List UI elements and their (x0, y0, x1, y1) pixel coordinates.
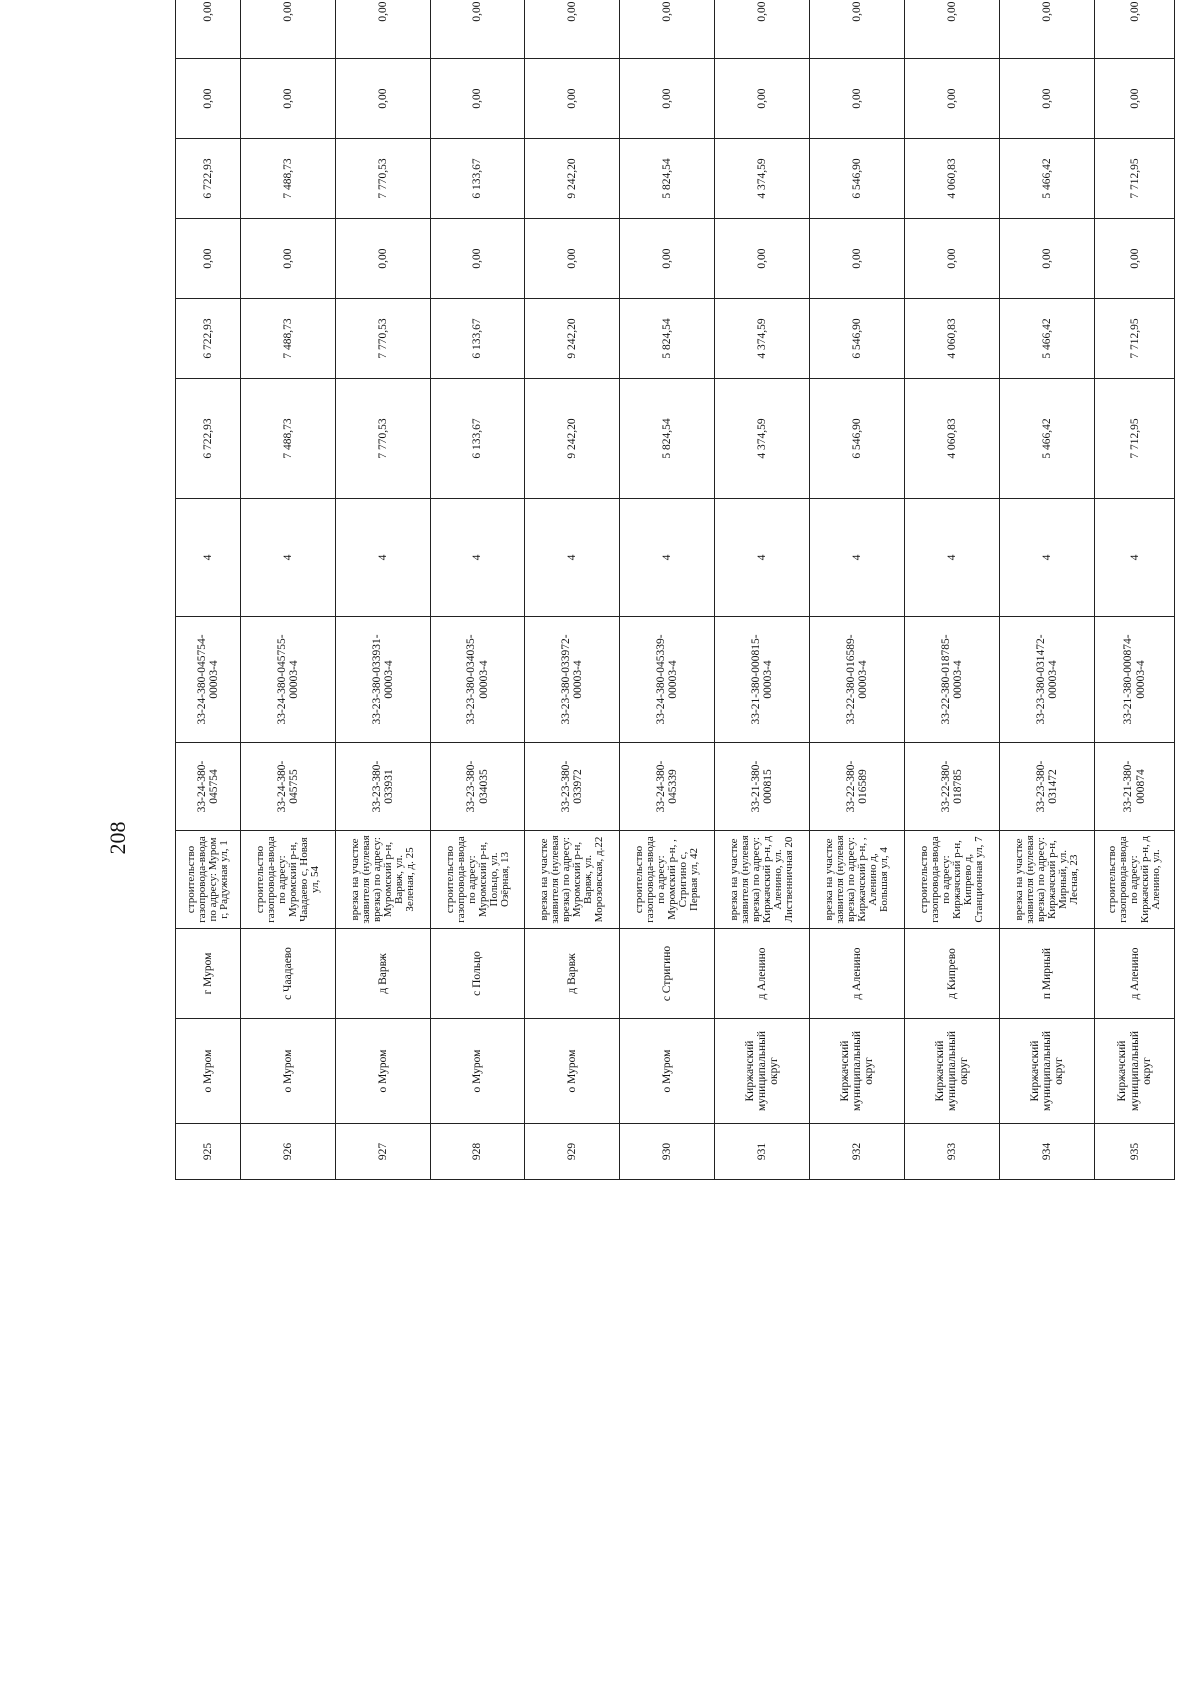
cell-code: 33-23-380-033972 (525, 743, 620, 831)
cell-value-2: 0,00 (620, 219, 715, 299)
page-number: 208 (105, 821, 130, 855)
cell-description: врезка на участке заявителя (нулевая врезка) по адресу: Киржачский р-н, д Аленино, ул. Лиственничная 20 (715, 831, 810, 929)
cell-value-5: 0,00 (430, 0, 525, 59)
cell-okrug: о Муром (240, 1019, 335, 1124)
cell-full-code: 33-23-380-034035-00003-4 (430, 617, 525, 743)
cell-category: 4 (620, 499, 715, 617)
cell-full-code: 33-23-380-033972-00003-4 (525, 617, 620, 743)
cell-full-code: 33-21-380-000874-00003-4 (1095, 617, 1175, 743)
cell-total: 6 546,90 (810, 379, 905, 499)
cell-value-2: 0,00 (905, 219, 1000, 299)
cell-code: 33-23-380-031472 (1000, 743, 1095, 831)
cell-total: 5 466,42 (1000, 379, 1095, 499)
cell-num: 929 (525, 1124, 620, 1180)
cell-settlement: д Варвж (525, 929, 620, 1019)
cell-settlement: с Чаадаево (240, 929, 335, 1019)
cell-value-5: 0,00 (620, 0, 715, 59)
cell-category: 4 (715, 499, 810, 617)
cell-value-5: 0,00 (1095, 0, 1175, 59)
table-row (715, 0, 810, 1180)
cell-value-2: 0,00 (1095, 219, 1175, 299)
cell-value-1: 4 374,59 (715, 299, 810, 379)
table-row (335, 0, 430, 1180)
cell-description: врезка на участке заявителя (нулевая врезка) по адресу: Муромский р-н, Варвж, ул. Морозовская, д.22 (525, 831, 620, 929)
cell-value-1: 5 466,42 (1000, 299, 1095, 379)
cell-full-code: 33-24-380-045339-00003-4 (620, 617, 715, 743)
cell-code: 33-22-380-018785 (905, 743, 1000, 831)
cell-category: 4 (176, 499, 241, 617)
cell-value-1: 7 712,95 (1095, 299, 1175, 379)
rotated-table-container (175, 1, 1175, 1180)
cell-value-4: 0,00 (810, 59, 905, 139)
cell-category: 4 (905, 499, 1000, 617)
cell-total: 9 242,20 (525, 379, 620, 499)
cell-num: 928 (430, 1124, 525, 1180)
cell-code: 33-21-380-000815 (715, 743, 810, 831)
cell-description: строительство газопровода-ввода по адресу: Муром г, Радужная ул, 1 (176, 831, 241, 929)
cell-value-1: 6 133,67 (430, 299, 525, 379)
table-row (525, 0, 620, 1180)
cell-okrug: о Муром (430, 1019, 525, 1124)
cell-full-code: 33-22-380-018785-00003-4 (905, 617, 1000, 743)
cell-settlement: д Аленино (1095, 929, 1175, 1019)
cell-code: 33-24-380-045339 (620, 743, 715, 831)
cell-settlement: г Муром (176, 929, 241, 1019)
cell-okrug: Киржачский муниципальный округ (1095, 1019, 1175, 1124)
cell-value-3: 7 488,73 (240, 139, 335, 219)
cell-value-5: 0,00 (176, 0, 241, 59)
cell-value-1: 4 060,83 (905, 299, 1000, 379)
cell-value-4: 0,00 (335, 59, 430, 139)
cell-value-3: 7 712,95 (1095, 139, 1175, 219)
cell-value-4: 0,00 (1095, 59, 1175, 139)
cell-description: врезка на участке заявителя (нулевая врезка) по адресу: Киржачский р-н, Мирный, ул. Лесная, 23 (1000, 831, 1095, 929)
cell-category: 4 (525, 499, 620, 617)
cell-value-1: 7 770,53 (335, 299, 430, 379)
cell-value-1: 5 824,54 (620, 299, 715, 379)
cell-category: 4 (1095, 499, 1175, 617)
cell-settlement: д Аленино (810, 929, 905, 1019)
cell-value-5: 0,00 (1000, 0, 1095, 59)
cell-code: 33-23-380-034035 (430, 743, 525, 831)
cell-value-1: 7 488,73 (240, 299, 335, 379)
cell-okrug: Киржачский муниципальный округ (905, 1019, 1000, 1124)
cell-value-4: 0,00 (240, 59, 335, 139)
cell-okrug: Киржачский муниципальный округ (715, 1019, 810, 1124)
cell-total: 7 770,53 (335, 379, 430, 499)
cell-code: 33-21-380-000874 (1095, 743, 1175, 831)
cell-description: врезка на участке заявителя (нулевая врезка) по адресу: Муромский р-н, Варвж, ул. Зеленая, д. 25 (335, 831, 430, 929)
cell-total: 4 374,59 (715, 379, 810, 499)
cell-description: строительство газопровода-ввода по адресу: Муромский р-н, Чаадаево с, Новая ул, 54 (240, 831, 335, 929)
data-table (175, 0, 1175, 1180)
cell-category: 4 (240, 499, 335, 617)
cell-okrug: о Муром (525, 1019, 620, 1124)
cell-value-3: 6 722,93 (176, 139, 241, 219)
cell-value-4: 0,00 (1000, 59, 1095, 139)
cell-value-3: 4 374,59 (715, 139, 810, 219)
cell-code: 33-23-380-033931 (335, 743, 430, 831)
cell-value-4: 0,00 (525, 59, 620, 139)
cell-okrug: о Муром (620, 1019, 715, 1124)
cell-full-code: 33-24-380-045754-00003-4 (176, 617, 241, 743)
cell-num: 927 (335, 1124, 430, 1180)
cell-category: 4 (810, 499, 905, 617)
cell-settlement: д Варвж (335, 929, 430, 1019)
cell-value-2: 0,00 (335, 219, 430, 299)
table-row (176, 0, 241, 1180)
cell-num: 932 (810, 1124, 905, 1180)
cell-description: строительство газопровода-ввода по адресу: Муромский р-н, , Стригино с, Первая ул, 42 (620, 831, 715, 929)
cell-code: 33-24-380-045755 (240, 743, 335, 831)
cell-value-5: 0,00 (335, 0, 430, 59)
cell-category: 4 (430, 499, 525, 617)
cell-value-4: 0,00 (430, 59, 525, 139)
cell-value-5: 0,00 (810, 0, 905, 59)
cell-settlement: п Мирный (1000, 929, 1095, 1019)
table-row (620, 0, 715, 1180)
cell-settlement: д Кипрево (905, 929, 1000, 1019)
cell-okrug: Киржачский муниципальный округ (1000, 1019, 1095, 1124)
cell-value-5: 0,00 (715, 0, 810, 59)
cell-total: 6 722,93 (176, 379, 241, 499)
cell-category: 4 (335, 499, 430, 617)
cell-value-3: 6 133,67 (430, 139, 525, 219)
cell-value-1: 6 546,90 (810, 299, 905, 379)
table-row (905, 0, 1000, 1180)
cell-value-5: 0,00 (240, 0, 335, 59)
cell-description: строительство газопровода-ввода по адресу: Киржачский р-н, Кипрево д, Станционная ул, 7 (905, 831, 1000, 929)
cell-category: 4 (1000, 499, 1095, 617)
cell-value-4: 0,00 (715, 59, 810, 139)
cell-value-4: 0,00 (176, 59, 241, 139)
cell-value-5: 0,00 (525, 0, 620, 59)
cell-value-1: 6 722,93 (176, 299, 241, 379)
cell-code: 33-24-380-045754 (176, 743, 241, 831)
cell-total: 4 060,83 (905, 379, 1000, 499)
cell-okrug: о Муром (335, 1019, 430, 1124)
cell-full-code: 33-24-380-045755-00003-4 (240, 617, 335, 743)
cell-total: 7 712,95 (1095, 379, 1175, 499)
cell-total: 7 488,73 (240, 379, 335, 499)
cell-value-2: 0,00 (1000, 219, 1095, 299)
cell-value-4: 0,00 (905, 59, 1000, 139)
cell-value-3: 7 770,53 (335, 139, 430, 219)
cell-value-3: 5 466,42 (1000, 139, 1095, 219)
cell-num: 935 (1095, 1124, 1175, 1180)
cell-value-2: 0,00 (240, 219, 335, 299)
cell-value-2: 0,00 (525, 219, 620, 299)
table-row (240, 0, 335, 1180)
cell-num: 925 (176, 1124, 241, 1180)
cell-description: строительство газопровода-ввода по адресу: Киржачский р-н, д Аленино, ул. (1095, 831, 1175, 929)
cell-full-code: 33-21-380-000815-00003-4 (715, 617, 810, 743)
cell-full-code: 33-23-380-031472-00003-4 (1000, 617, 1095, 743)
cell-num: 926 (240, 1124, 335, 1180)
cell-value-3: 6 546,90 (810, 139, 905, 219)
cell-total: 5 824,54 (620, 379, 715, 499)
cell-num: 933 (905, 1124, 1000, 1180)
cell-settlement: с Польцо (430, 929, 525, 1019)
cell-settlement: д Аленино (715, 929, 810, 1019)
table-row (430, 0, 525, 1180)
cell-value-5: 0,00 (905, 0, 1000, 59)
cell-full-code: 33-23-380-033931-00003-4 (335, 617, 430, 743)
cell-okrug: о Муром (176, 1019, 241, 1124)
cell-okrug: Киржачский муниципальный округ (810, 1019, 905, 1124)
cell-code: 33-22-380-016589 (810, 743, 905, 831)
cell-value-2: 0,00 (810, 219, 905, 299)
cell-full-code: 33-22-380-016589-00003-4 (810, 617, 905, 743)
cell-description: строительство газопровода-ввода по адресу: Муромский р-н, Польцо, ул. Озёрная, 13 (430, 831, 525, 929)
table-row (810, 0, 905, 1180)
table-row (1000, 0, 1095, 1180)
cell-total: 6 133,67 (430, 379, 525, 499)
cell-value-3: 9 242,20 (525, 139, 620, 219)
cell-num: 934 (1000, 1124, 1095, 1180)
cell-value-3: 5 824,54 (620, 139, 715, 219)
table-body (176, 0, 1175, 1180)
cell-num: 931 (715, 1124, 810, 1180)
cell-value-4: 0,00 (620, 59, 715, 139)
table-row (1095, 0, 1175, 1180)
cell-value-2: 0,00 (176, 219, 241, 299)
cell-value-2: 0,00 (430, 219, 525, 299)
cell-num: 930 (620, 1124, 715, 1180)
cell-value-2: 0,00 (715, 219, 810, 299)
cell-value-3: 4 060,83 (905, 139, 1000, 219)
cell-value-1: 9 242,20 (525, 299, 620, 379)
cell-settlement: с Стригино (620, 929, 715, 1019)
cell-description: врезка на участке заявителя (нулевая врезка) по адресу: Киржачский р-н, , Аленино д, Большая ул, 4 (810, 831, 905, 929)
